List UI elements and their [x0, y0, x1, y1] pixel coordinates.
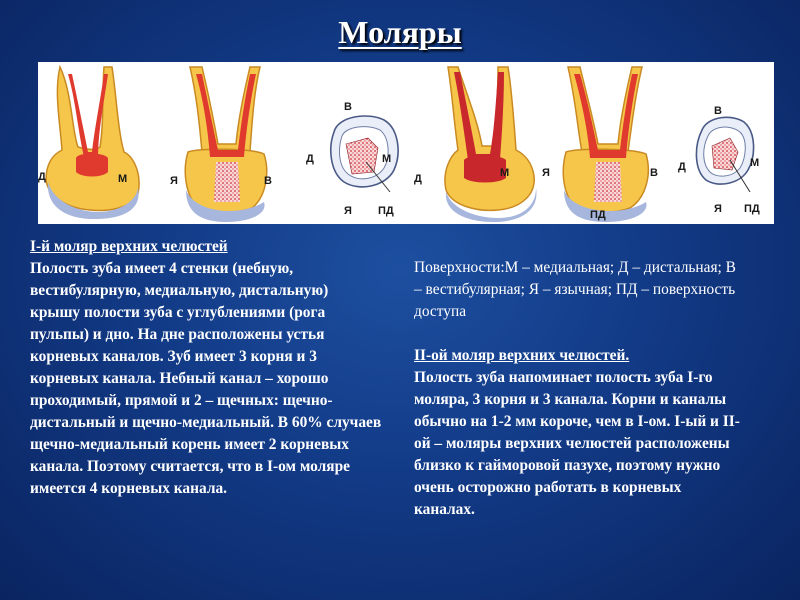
first-molar-description: [30, 236, 382, 500]
label-m-1: М: [118, 173, 128, 185]
tooth-6-occlusal: [696, 117, 753, 192]
label-v-2: В: [264, 175, 272, 187]
label-pd-5: ПД: [590, 209, 606, 221]
label-v-3: В: [344, 101, 352, 113]
slide-title: Моляры: [338, 14, 462, 50]
tooth-5-section: [563, 67, 648, 222]
right-column: [414, 257, 744, 521]
label-v-6: В: [714, 105, 722, 117]
label-ya-2: Я: [170, 175, 178, 187]
label-d-6: Д: [678, 161, 686, 173]
second-molar-heading: II-ой моляр верхних челюстей.: [414, 347, 630, 364]
label-v-5: В: [650, 167, 658, 179]
label-d-1: Д: [38, 171, 46, 183]
tooth-4-section: [445, 67, 537, 222]
label-ya-5: Я: [542, 167, 550, 179]
second-molar-body: Полость зуба напоминает полость зуба I-го моляра, 3 корня и 3 канала. Корни и каналы обычно на 1-2 мм короче, чем в I-ом. I-ый и II-ой – моляры верхних челюстей расположены близко к гайморовой пазухе, поэтому нужно очень осторожно работать в корневых каналах.: [414, 369, 740, 518]
label-pd-6: ПД: [744, 203, 760, 215]
first-molar-heading: I-й моляр верхних челюстей: [30, 238, 228, 255]
label-pd-3: ПД: [378, 205, 394, 217]
label-m-6: М: [750, 157, 760, 169]
label-m-4: М: [500, 167, 510, 179]
label-m-3: М: [382, 153, 392, 165]
second-molar-description: [414, 345, 744, 521]
label-ya-6: Я: [714, 203, 722, 215]
tooth-1-section: [46, 67, 139, 219]
tooth-2-section: [185, 67, 266, 222]
label-d-4: Д: [414, 173, 422, 185]
first-molar-body: Полость зуба имеет 4 стенки (небную, вестибулярную, медиальную, дистальную) крышу полости зуба с углублениями (рога пульпы) и дно. На дне расположены устья корневых каналов. Зуб имеет 3 корня и 3 корневых канала. Небный канал – хорошо проходимый, прямой и 2 – щечных: щечно-дистальный и щечно-медиальный. В 60% случаев щечно-медиальный корень имеет 2 корневых канала. Поэтому считается, что в I-ом моляре имеется 4 корневых канала.: [30, 260, 382, 497]
label-d-3: Д: [306, 153, 314, 165]
molar-illustration: [38, 62, 774, 224]
surfaces-legend: Поверхности:М – медиальная; Д – дистальная; В – вестибулярная; Я – язычная; ПД – поверхность доступа: [414, 259, 736, 320]
label-ya-3: Я: [344, 205, 352, 217]
